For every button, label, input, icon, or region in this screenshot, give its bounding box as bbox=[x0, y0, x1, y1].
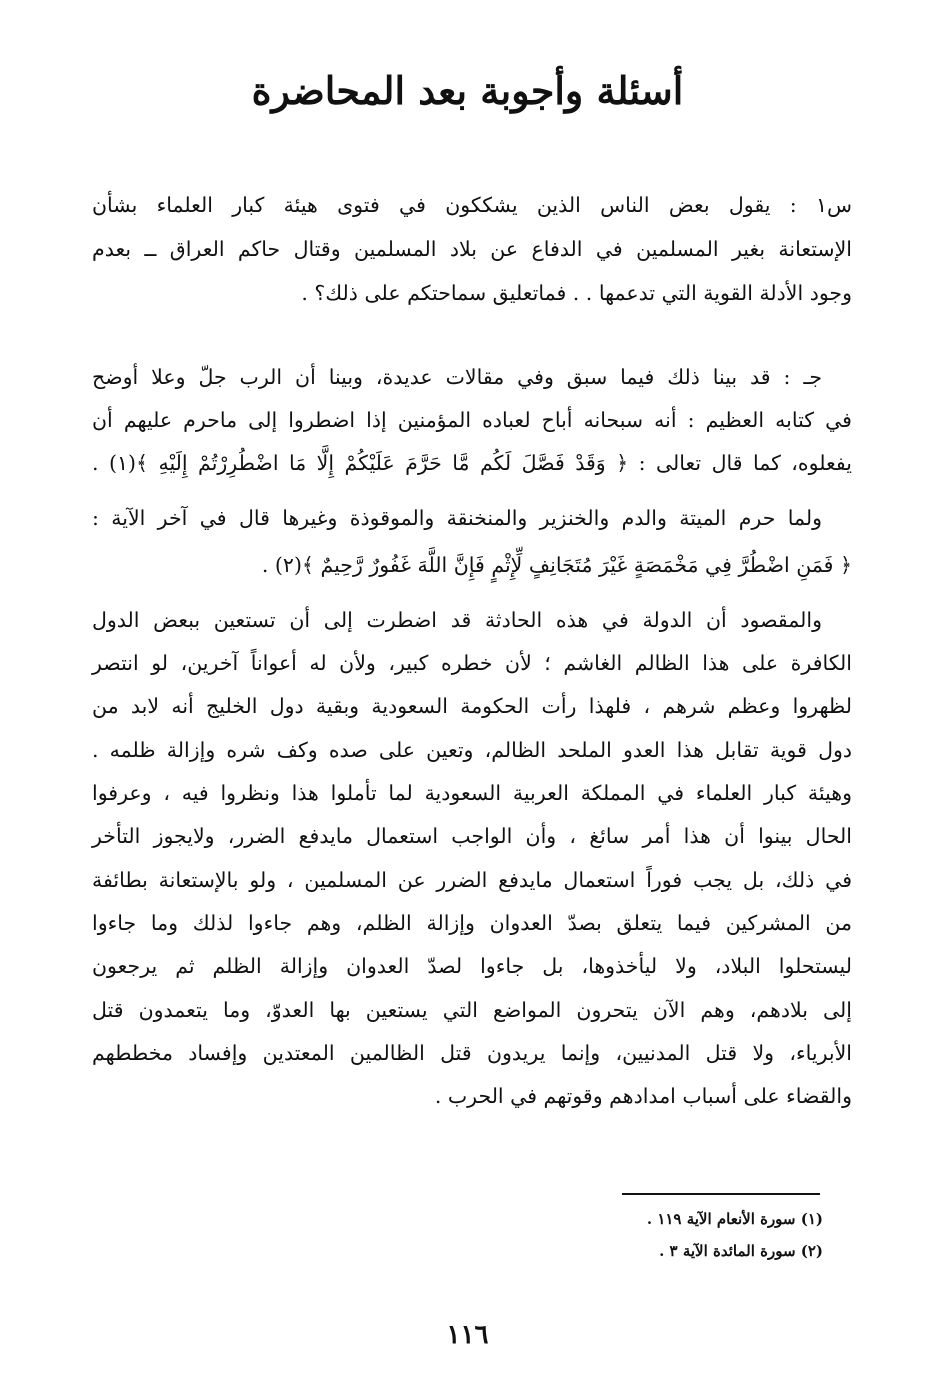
text-line: إلى بلادهم، وهم الآن يتحرون المواضع التي يستعين بها العدوّ، وما يتعمدون قتل bbox=[92, 998, 852, 1022]
footnote-divider bbox=[622, 1193, 820, 1195]
footnote: (٢) سورة المائدة الآية ٣ . bbox=[659, 1242, 823, 1260]
text-line: الإستعانة بغير المسلمين في الدفاع عن بلاد المسلمين وقتال حاكم العراق ــ بعدم bbox=[92, 237, 852, 261]
text-line: والمقصود أن الدولة في هذه الحادثة قد اضطرت إلى أن تستعين ببعض الدول bbox=[92, 608, 822, 632]
text-line: دول قوية تقابل هذا العدو الملحد الظالم، وتعين على صده وكف شره وإزالة ظلمه . bbox=[92, 738, 852, 762]
text-line: في ذلك، بل يجب فوراً استعمال مايدفع الضرر عن المسلمين ، ولو بالإستعانة بطائفة bbox=[92, 868, 852, 892]
quran-verse-line: ﴿ فَمَنِ اضْطُرَّ فِي مَخْمَصَةٍ غَيْرَ مُتَجَانِفٍ لِّإِثْمٍ فَإِنَّ اللَّهَ غَفُورٌ رَّحِيمٌ ﴾(٢) . bbox=[261, 553, 852, 577]
text-line: وجود الأدلة القوية التي تدعمها . . فماتعليق سماحتكم على ذلك؟ . bbox=[301, 281, 852, 305]
text-line: والقضاء على أسباب امدادهم وقوتهم في الحرب . bbox=[434, 1084, 852, 1108]
text-line: الحال بينوا أن هذا أمر سائغ ، وأن الواجب استعمال مايدفع الضرر، ولايجوز التأخر bbox=[92, 824, 852, 848]
text-line: جـ : قد بينا ذلك فيما سبق وفي مقالات عديدة، وبينا أن الرب جلّ وعلا أوضح bbox=[92, 365, 822, 389]
text-line: ليستحلوا البلاد، ولا ليأخذوها، بل جاءوا لصدّ العدوان وإزالة الظلم ثم يرجعون bbox=[92, 954, 852, 978]
text-line: ولما حرم الميتة والدم والخنزير والمنخنقة والموقوذة وغيرها قال في آخر الآية : bbox=[92, 506, 822, 530]
page-number: ١١٦ bbox=[446, 1320, 489, 1350]
text-line: الأبرياء، ولا قتل المدنيين، وإنما يريدون قتل الظالمين المعتدين وإفساد مخططهم bbox=[92, 1041, 852, 1065]
text-line: وهيئة كبار العلماء في المملكة العربية السعودية لما تأملوا هذا ونظروا فيه ، وعرفوا bbox=[92, 781, 852, 805]
text-line: في كتابه العظيم : أنه سبحانه أباح لعباده المؤمنين إذا اضطروا إلى ماحرم عليهم أن bbox=[92, 408, 852, 432]
footnote: (١) سورة الأنعام الآية ١١٩ . bbox=[646, 1210, 823, 1228]
text-line: لظهروا وعظم شرهم ، فلهذا رأت الحكومة السعودية وبقية دول الخليج أنه لابد من bbox=[92, 694, 852, 718]
text-line: س١ : يقول بعض الناس الذين يشككون في فتوى هيئة كبار العلماء بشأن bbox=[92, 193, 852, 217]
text-line: من المشركين فيما يتعلق بصدّ العدوان وإزالة الظلم، وهم جاءوا لذلك وما جاءوا bbox=[92, 911, 852, 935]
quran-verse-line: يفعلوه، كما قال تعالى : ﴿ وَقَدْ فَصَّلَ لَكُم مَّا حَرَّمَ عَلَيْكُمْ إِلَّا مَا اضْطُرِرْتُمْ إِلَيْهِ ﴾(١) . bbox=[92, 451, 853, 475]
text-line: الكافرة على هذا الظالم الغاشم ؛ لأن خطره كبير، ولأن له أعواناً آخرين، لو انتصر bbox=[92, 651, 852, 675]
page-title: أسئلة وأجوبة بعد المحاضرة bbox=[251, 68, 684, 113]
